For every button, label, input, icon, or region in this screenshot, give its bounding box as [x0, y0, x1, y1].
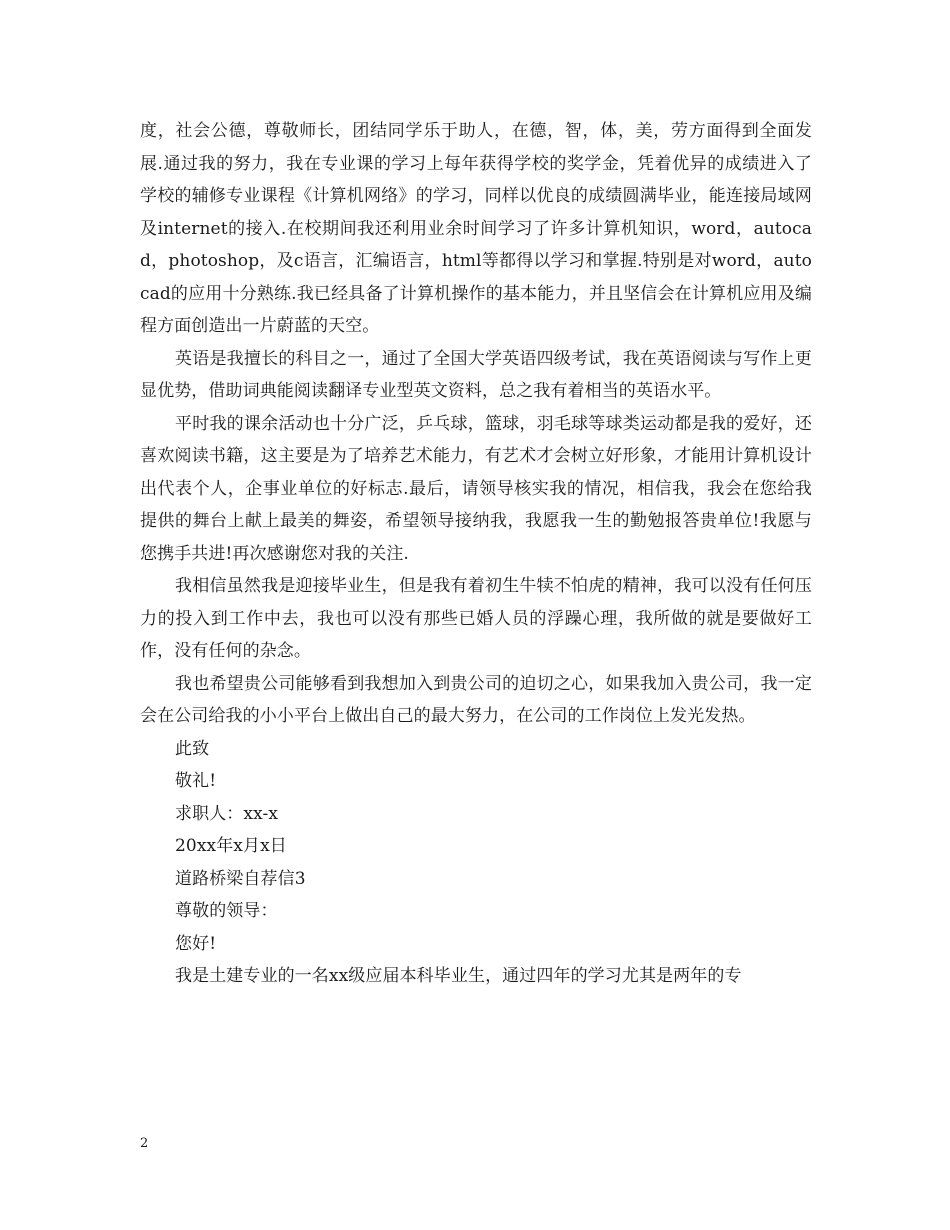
paragraph-education: 度，社会公德，尊敬师长，团结同学乐于助人，在德，智，体，美，劳方面得到全面发展.通过我的努力，我在专业课的学习上每年获得学校的奖学金，凭着优异的成绩进入了学校的辅修专业课程《计算机网络》的学习，同样以优良的成绩圆满毕业，能连接局域网及internet的接入.在校期间我还利用业余时间学习了许多计算机知识，word，autocad，photoshop，及c语言，汇编语言，html等都得以学习和掌握.特别是对word，autocad的应用十分熟练.我已经具备了计算机操作的基本能力，并且坚信会在计算机应用及编程方面创造出一片蔚蓝的天空。: [140, 121, 812, 336]
page-number: 2: [140, 1136, 149, 1151]
next-letter-title: 道路桥梁自荐信3: [175, 868, 306, 889]
paragraph-hope: 我也希望贵公司能够看到我想加入到贵公司的迫切之心，如果我加入贵公司，我一定会在公司给我的小小平台上做出自己的最大努力，在公司的工作岗位上发光发热。: [140, 673, 812, 726]
closing-line: 此致: [175, 738, 210, 759]
signer-line: 求职人：xx-x: [175, 803, 279, 824]
paragraph-english: 英语是我擅长的科目之一，通过了全国大学英语四级考试，我在英语阅读与写作上更显优势，借助词典能阅读翻译专业型英文资料，总之我有着相当的英语水平。: [140, 348, 812, 401]
paragraph-activities: 平时我的课余活动也十分广泛，乒乓球，篮球，羽毛球等球类运动都是我的爱好，还喜欢阅读书籍，这主要是为了培养艺术能力，有艺术才会树立好形象，才能用计算机设计出代表个人，企事业单位的好标志.最后，请领导核实我的情况，相信我，我会在您给我提供的舞台上献上最美的舞姿，希望领导接纳我，我愿我一生的勤勉报答贵单位!我愿与您携手共进!再次感谢您对我的关注.: [140, 413, 812, 564]
greeting-line: 尊敬的领导：: [175, 901, 278, 921]
paragraph-next-letter: 我是土建专业的一名xx级应届本科毕业生，通过四年的学习尤其是两年的专: [175, 966, 742, 986]
hello-line: 您好!: [175, 933, 217, 954]
paragraph-attitude: 我相信虽然我是迎接毕业生，但是我有着初生牛犊不怕虎的精神，我可以没有任何压力的投入到工作中去，我也可以没有那些已婚人员的浮躁心理，我所做的就是要做好工作，没有任何的杂念。: [140, 576, 812, 661]
document-body: [140, 115, 812, 993]
date-line: 20xx年x月x日: [175, 836, 287, 856]
salute-line: 敬礼!: [175, 771, 217, 791]
